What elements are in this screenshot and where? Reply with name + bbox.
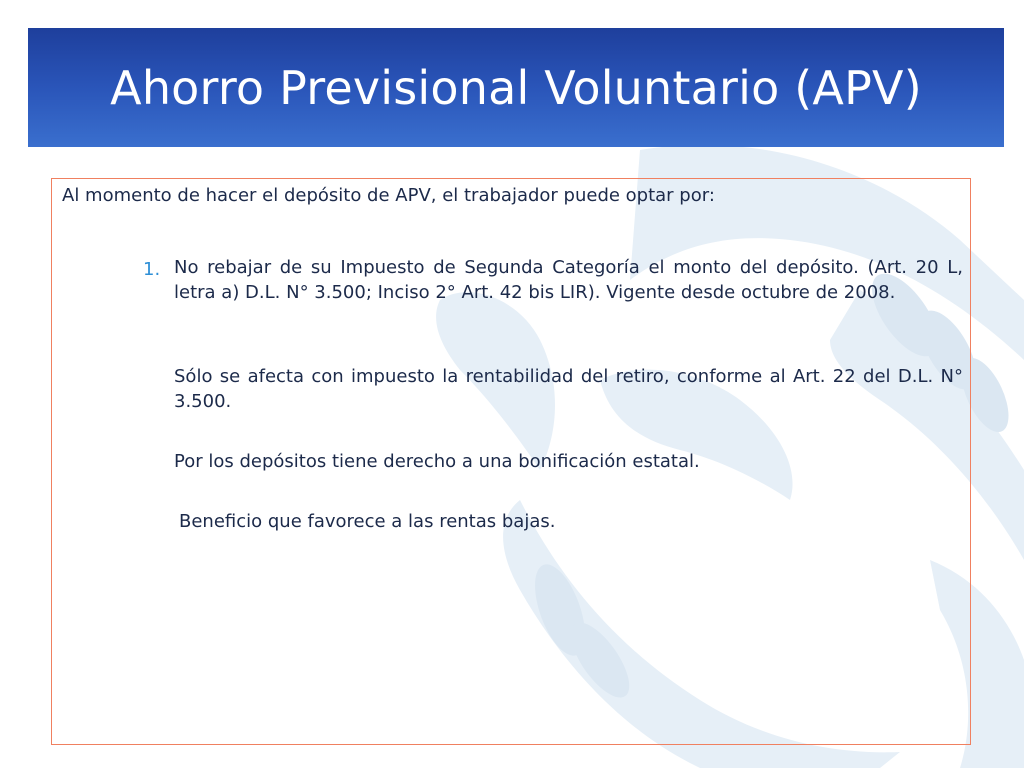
note-benefit-paragraph: Beneficio que favorece a las rentas bajas. [179,511,556,532]
slide-title: Ahorro Previsional Voluntario (APV) [110,60,922,115]
note-bonus-paragraph: Por los depósitos tiene derecho a una bonificación estatal. [174,451,700,472]
list-item-text: No rebajar de su Impuesto de Segunda Categoría el monto del depósito. (Art. 20 L, letra a) D.L. N° 3.500; Inciso 2° Art. 42 bis LIR). Vigente desde octubre de 2008. [174,257,963,303]
content-box [51,178,971,745]
intro-text: Al momento de hacer el depósito de APV, el trabajador puede optar por: [62,185,715,206]
title-bar [28,28,1004,147]
list-item-number: 1. [143,259,161,280]
note-tax-paragraph: Sólo se afecta con impuesto la rentabilidad del retiro, conforme al Art. 22 del D.L. N° 3.500. [174,366,963,412]
